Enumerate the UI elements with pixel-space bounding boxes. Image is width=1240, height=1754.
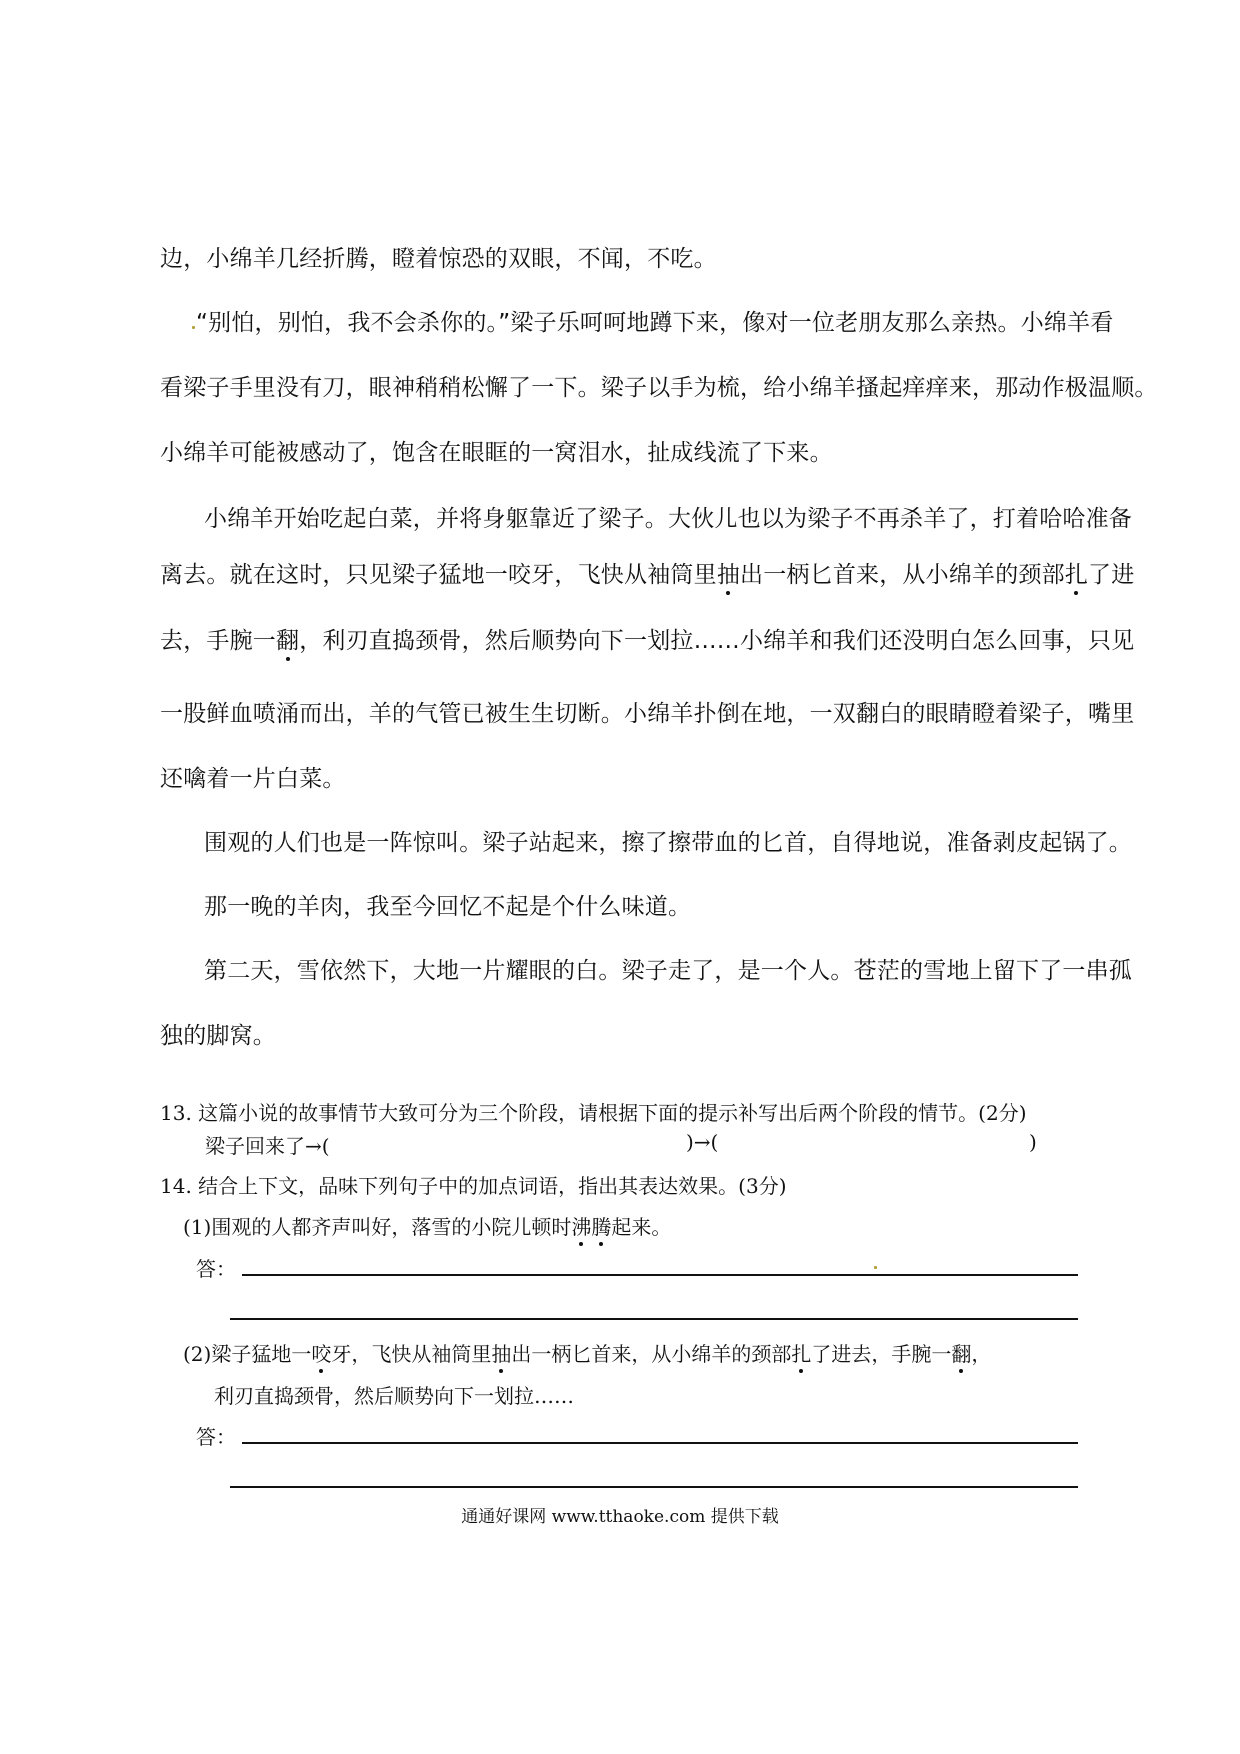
answer-line-2a[interactable] xyxy=(242,1442,1078,1444)
answer-label-1: 答： xyxy=(196,1257,236,1281)
scan-speck xyxy=(192,326,195,329)
story-para5: 那一晚的羊肉，我至今回忆不起是个什么味道。 xyxy=(204,894,692,920)
fill-start: 梁子回来了→( xyxy=(205,1134,330,1158)
story-para4: 围观的人们也是一阵惊叫。梁子站起来，擦了擦带血的匕首，自得地说，准备剥皮起锅了。 xyxy=(204,830,1132,856)
story-para3-line4: 一股鲜血喷涌而出，羊的气管已被生生切断。小绵羊扑倒在地，一双翻白的眼睛瞪着梁子，嘴里 xyxy=(160,701,1135,727)
story-para6-line2: 独的脚窝。 xyxy=(160,1023,276,1049)
emphasis-char: 腾 xyxy=(591,1215,612,1239)
emphasis-char: 扎 xyxy=(1064,562,1089,588)
story-para2-line2: 看梁子手里没有刀，眼神稍稍松懈了一下。梁子以手为梳，给小绵羊搔起痒痒来，那动作极温顺。 xyxy=(160,375,1158,401)
question-14-1: (1)围观的人都齐声叫好，落雪的小院儿顿时沸腾起来。 xyxy=(183,1215,672,1239)
emphasis-char: 扎 xyxy=(791,1342,812,1366)
answer-line-1a[interactable] xyxy=(242,1274,1078,1276)
story-para3-line1: 小绵羊开始吃起白菜，并将身躯靠近了梁子。大伙儿也以为梁子不再杀羊了，打着哈哈准备 xyxy=(204,506,1132,532)
fill-end: ) xyxy=(1029,1130,1037,1154)
story-para6-line1: 第二天，雪依然下，大地一片耀眼的白。梁子走了，是一个人。苍茫的雪地上留下了一串孤 xyxy=(204,958,1132,984)
emphasis-char: 抽 xyxy=(491,1342,512,1366)
emphasis-char: 翻 xyxy=(276,628,300,654)
emphasis-char: 沸 xyxy=(571,1215,592,1239)
emphasis-char: 抽 xyxy=(716,562,741,588)
answer-line-1b[interactable] xyxy=(230,1318,1078,1320)
story-para3-line3: 去，手腕一翻，利刃直捣颈骨，然后顺势向下一划拉……小绵羊和我们还没明白怎么回事，只见 xyxy=(160,628,1135,654)
question-13: 13. 这篇小说的故事情节大致可分为三个阶段，请根据下面的提示补写出后两个阶段的情节。(2分) xyxy=(160,1101,1027,1125)
story-line-1: 边，小绵羊几经折腾，瞪着惊恐的双眼，不闻，不吃。 xyxy=(160,246,717,272)
scan-speck xyxy=(874,1266,877,1269)
page-footer: 通通好课网 www.tthaoke.com 提供下载 xyxy=(461,1507,779,1527)
answer-label-2: 答： xyxy=(196,1425,236,1449)
fill-middle: )→( xyxy=(686,1130,719,1154)
story-para3-line2: 离去。就在这时，只见梁子猛地一咬牙，飞快从袖筒里抽出一柄匕首来，从小绵羊的颈部扎了进 xyxy=(160,562,1135,588)
emphasis-char: 翻 xyxy=(951,1342,972,1366)
emphasis-char: 咬 xyxy=(311,1342,332,1366)
story-para3-line5: 还噙着一片白菜。 xyxy=(160,766,346,792)
question-14-2-line2: 利刃直捣颈骨，然后顺势向下一划拉…… xyxy=(214,1384,574,1408)
answer-line-2b[interactable] xyxy=(230,1486,1078,1488)
question-14: 14. 结合上下文，品味下列句子中的加点词语，指出其表达效果。(3分) xyxy=(160,1174,787,1198)
story-para2-line3: 小绵羊可能被感动了，饱含在眼眶的一窝泪水，扯成线流了下来。 xyxy=(160,440,833,466)
story-para2-line1: “别怕，别怕，我不会杀你的。”梁子乐呵呵地蹲下来，像对一位老朋友那么亲热。小绵羊看 xyxy=(196,310,1114,336)
question-14-2-line1: (2)梁子猛地一咬牙，飞快从袖筒里抽出一柄匕首来，从小绵羊的颈部扎了进去，手腕一翻， xyxy=(183,1342,992,1366)
